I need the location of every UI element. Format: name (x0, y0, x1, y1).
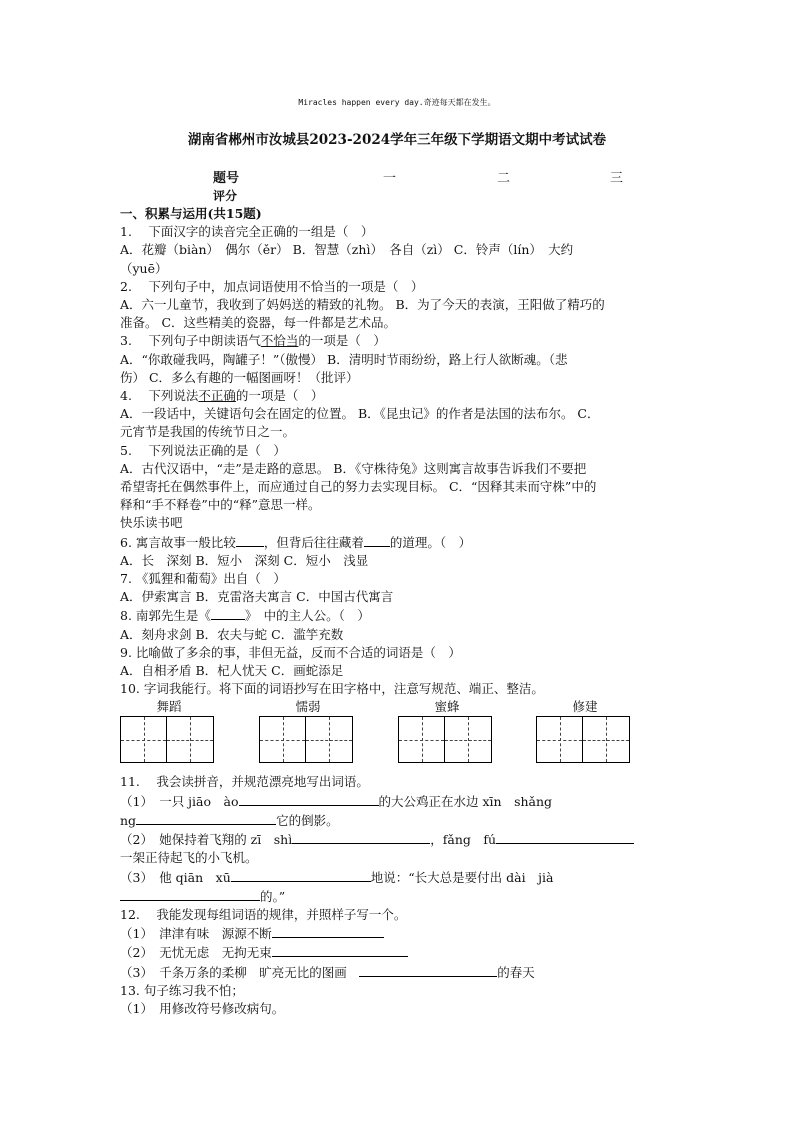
q12-item2 (120, 943, 680, 962)
score-col-1: 一 (383, 171, 397, 186)
q11-part2 (120, 830, 680, 849)
q8-stem (120, 606, 680, 625)
q1-options: A．花瓣（biàn） 偶尔（ěr） B．智慧（zhì） 各自（zì） C．铃声（lín） 大约 (120, 242, 574, 258)
q2-options: A．六一儿童节，我收到了妈妈送的精致的礼物。 B．为了今天的表演，王阳做了精巧的 (120, 297, 605, 313)
q8-options: A．刻舟求剑 B．农夫与蛇 C．滥竽充数 (120, 626, 344, 642)
q3-options: A．“你敢碰我吗，陶罐子！”（傲慢） B．清明时节雨纷纷，路上行人欲断魂。（悲 (120, 351, 568, 367)
q11-part1 (120, 792, 680, 811)
section-heading: 一、积累与运用(共15题) (120, 206, 262, 221)
q3-options-cont: 伤） C．多么有趣的一幅图画呀！（批评） (120, 369, 359, 385)
exam-content (120, 205, 680, 1018)
q13-stem: 13. 句子练习我不怕； (120, 982, 244, 998)
q12-item2-text: （2） 无忧无虑 无拘无束 (120, 945, 272, 961)
q12-item3-post: 的春天 (497, 964, 535, 980)
q11-p3-text3: 的。” (260, 888, 286, 904)
q11-p3-text: （3） 他 qiān xū (120, 869, 231, 885)
q11-p2-blank-2[interactable] (496, 830, 634, 844)
q7-stem: 7. 《狐狸和葡萄》出自（ ） (120, 571, 286, 587)
q8-stem-post: 》 中的主人公。（ ） (244, 608, 370, 624)
q2-stem: 2. 下列句子中，加点词语使用不恰当的一项是（ ） (120, 278, 424, 294)
score-col-2: 二 (497, 171, 511, 186)
q6-blank-2[interactable] (364, 533, 390, 547)
q12-item3-blank[interactable] (359, 963, 497, 977)
word-label: 懦弱 (295, 699, 321, 715)
q8-blank[interactable] (211, 606, 245, 620)
q5-options-cont: 希望寄托在偶然事件上，而应通过自己的努力去实现目标。 C．“因释其耒而守株”中的 (120, 479, 597, 495)
q10-stem: 10. 字词我能行。将下面的词语抄写在田字格中，注意写规范、端正、整洁。 (120, 681, 544, 697)
q3-stem-post: 的一项是（ ） (298, 333, 386, 349)
q11-p2-blank-1[interactable] (292, 830, 430, 844)
q11-p1-text: （1） 一只 jiāo ào (120, 793, 239, 809)
q11-p1-text4: 它的倒影。 (276, 812, 339, 828)
q11-p3-blank-2[interactable] (120, 887, 260, 901)
tianzige-cell[interactable] (259, 716, 306, 763)
q12-item1 (120, 924, 680, 943)
q6-stem-mid: ，但背后往往藏着 (263, 534, 364, 550)
q10-writing-grids (120, 698, 680, 773)
q13-item1: （1） 用修改符号修改病句。 (120, 1000, 285, 1016)
q9-options: A．自相矛盾 B．杞人忧天 C．画蛇添足 (120, 663, 344, 679)
q8-stem-pre: 8. 南郭先生是《 (120, 608, 211, 624)
q11-part3 (120, 868, 680, 887)
q4-stem-pre: 4. 下列说法 (120, 388, 199, 404)
tianzige-cell[interactable] (167, 716, 214, 763)
q5-stem: 5. 下列说法正确的是（ ） (120, 442, 286, 458)
tianzige-cell[interactable] (536, 716, 583, 763)
motto: Miracles happen every day.奇迹每天都在发生。 (298, 98, 496, 107)
q3-stem-pre: 3. 下列句子中朗读语气 (120, 333, 261, 349)
q12-stem: 12. 我能发现每组词语的规律，并照样子写一个。 (120, 906, 407, 922)
q11-part1-cont (120, 811, 680, 830)
score-col-3: 三 (610, 171, 624, 186)
q11-p3-blank-1[interactable] (231, 868, 371, 882)
q6-stem (120, 533, 680, 552)
q11-p1-text2: 的大公鸡正在水边 xīn shǎng (378, 793, 553, 809)
exam-title: 湖南省郴州市汝城县2023-2024学年三年级下学期语文期中考试试卷 (187, 132, 607, 148)
score-row-label: 评分 (213, 189, 238, 203)
word-label: 修建 (572, 699, 598, 715)
word-label: 蜜蜂 (434, 699, 460, 715)
q11-p2-text: （2） 她保持着飞翔的 zī shì (120, 832, 293, 848)
q9-stem: 9. 比喻做了多余的事，非但无益，反而不合适的词语是（ ） (120, 644, 461, 660)
score-table-header: 题号 (213, 171, 240, 186)
q4-options-cont: 元宵节是我国的传统节日之一。 (120, 424, 296, 440)
q3-stem (120, 332, 680, 350)
tianzige-cell[interactable] (120, 716, 167, 763)
q6-stem-post: 的道理。（ ） (389, 534, 472, 550)
q4-stem-post: 的一项是（ ） (235, 388, 324, 404)
tianzige-cell[interactable] (445, 716, 492, 763)
reading-heading: 快乐读书吧 (120, 515, 183, 531)
q11-p1-text3: ng (120, 812, 137, 828)
word-grid (536, 698, 634, 763)
q7-options: A．伊索寓言 B．克雷洛夫寓言 C．中国古代寓言 (120, 589, 394, 605)
q5-options-cont2: 释和“手不释卷”中的“释”意思一样。 (120, 497, 321, 513)
word-grid (259, 698, 357, 763)
tianzige-cell[interactable] (306, 716, 353, 763)
q6-stem-pre: 6. 寓言故事一般比较 (120, 534, 236, 550)
q3-stem-emphasis: 不恰当 (260, 333, 299, 349)
q11-part2-cont: 一架正待起飞的小飞机。 (120, 850, 258, 866)
q6-blank-1[interactable] (236, 533, 264, 547)
q4-stem (120, 387, 680, 405)
word-label: 舞蹈 (156, 699, 182, 715)
q12-item3 (120, 963, 680, 982)
q11-p3-text2: 地说：“长大总是要付出 dài jià (370, 869, 554, 885)
q11-p1-blank-2[interactable] (136, 811, 276, 825)
q12-item1-text: （1） 津津有味 源源不断 (120, 926, 272, 942)
q4-options: A．一段话中，关键语句会在固定的位置。 B．《昆虫记》的作者是法国的法布尔。 C． (120, 406, 600, 422)
q12-item3-text: （3） 千条万条的柔柳 旷亮无比的图画 (120, 964, 347, 980)
q12-item2-blank[interactable] (272, 943, 408, 957)
q11-p2-text2: ，fǎng fú (430, 832, 497, 848)
q1-options-cont: （yuē） (120, 260, 168, 276)
q12-item1-blank[interactable] (272, 924, 384, 938)
q1-stem: 1. 下面汉字的读音完全正确的一组是（ ） (120, 224, 374, 240)
q2-options-cont: 准备。 C．这些精美的瓷器，每一件都是艺术品。 (120, 315, 397, 331)
q4-stem-emphasis: 不正确 (198, 388, 236, 404)
tianzige-cell[interactable] (583, 716, 630, 763)
word-grid (120, 698, 218, 763)
tianzige-cell[interactable] (398, 716, 445, 763)
q11-stem: 11. 我会读拼音，并规范漂亮地写出词语。 (120, 774, 369, 790)
q5-options: A．古代汉语中，“走”是走路的意思。 B．《守株待兔》这则寓言故事告诉我们不要把 (120, 460, 587, 476)
q6-options: A．长 深刻 B．短小 深刻 C．短小 浅显 (120, 552, 369, 568)
q11-part3-cont (120, 887, 680, 906)
word-grid (398, 698, 496, 763)
q11-p1-blank-1[interactable] (239, 792, 379, 806)
